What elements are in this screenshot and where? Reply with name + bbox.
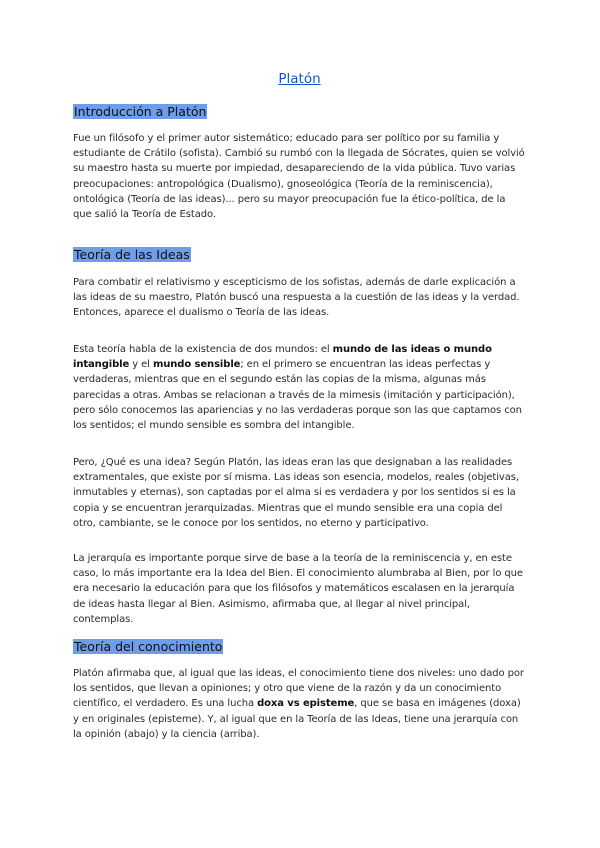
- paragraph-ideas-2: Esta teoría habla de la existencia de dos mundos: el mundo de las ideas o mundo intangible y el mundo sensible; en el primero se encuentran las ideas perfectas y verdaderas, mientras que en el segundo están las copias de la misma, algunas más parecidas a otras. Ambas se relacionan a través de la mimesis (imitación y participación), pero sólo conocemos las apariencias y no las verdaderas porque son las que captamos con los sentidos; el mundo sensible es sombra del intangible.: [73, 344, 522, 432]
- heading-highlight: Teoría del conocimiento: [74, 639, 223, 654]
- heading-highlight: Introducción a Platón: [74, 104, 207, 119]
- section-heading-introduccion: [73, 103, 207, 120]
- heading-highlight: Teoría de las Ideas: [74, 247, 190, 262]
- paragraph-ideas-3: Pero, ¿Qué es una idea? Según Platón, las ideas eran las que designaban a las realidades extramentales, que existe por sí misma. Las ideas son esencia, modelos, reales (objetivas, inmutables y eternas), son captadas por el alma si es verdadera y por los sentidos si es la copia y se encuentran jerarquizadas. Mientras que el mundo sensible era una copia del otro, cambiante, se le conoce por los sentidos, no eterno y participativo.: [73, 457, 519, 529]
- document-title[interactable]: Platón: [278, 71, 321, 87]
- paragraph-ideas-1: Para combatir el relativismo y escepticismo de los sofistas, además de darle explicación a las ideas de su maestro, Platón buscó una respuesta a la cuestión de las ideas y la verdad. Entonces, aparece el dualismo o Teoría de las ideas.: [73, 277, 520, 319]
- paragraph-introduccion: Fue un filósofo y el primer autor sistemático; educado para ser político por su familia y estudiante de Crátilo (sofista). Cambió su rumbó con la llegada de Sócrates, quien se volvió su maestro hasta su muerte por impiedad, desapareciendo de la vida pública. Tuvo varias preocupaciones: antropológica (Dualismo), gnoseológica (Teoría de la reminiscencia), ontológica (Teoría de las ideas)... pero su mayor preocupación fue la ético-política, de la que salió la Teoría de Estado.: [73, 133, 525, 221]
- bold-term: mundo sensible: [152, 359, 241, 371]
- bold-term: doxa vs episteme: [257, 698, 355, 710]
- section-heading-teoria-ideas: [73, 246, 191, 263]
- section-heading-conocimiento: [73, 638, 223, 655]
- paragraph-conocimiento: Platón afirmaba que, al igual que las ideas, el conocimiento tiene dos niveles: uno dado por los sentidos, que llevan a opiniones; y otro que viene de la razón y da un conocimiento científico, el verdadero. Es una lucha doxa vs episteme, que se basa en imágenes (doxa) y en originales (episteme). Y, al igual que en la Teoría de las Ideas, tiene una jerarquía con la opinión (abajo) y la ciencia (arriba).: [73, 668, 524, 740]
- paragraph-ideas-4: La jerarquía es importante porque sirve de base a la teoría de la reminiscencia y, en este caso, lo más importante era la Idea del Bien. El conocimiento alumbraba al Bien, por lo que era necesario la educación para que los filósofos y matemáticos escalasen en la jerarquía de ideas hasta llegar al Bien. Asimismo, afirmaba que, al llegar al nivel principal, contemplas.: [73, 553, 523, 625]
- bold-term: mundo de las ideas o mundo intangible: [73, 344, 492, 371]
